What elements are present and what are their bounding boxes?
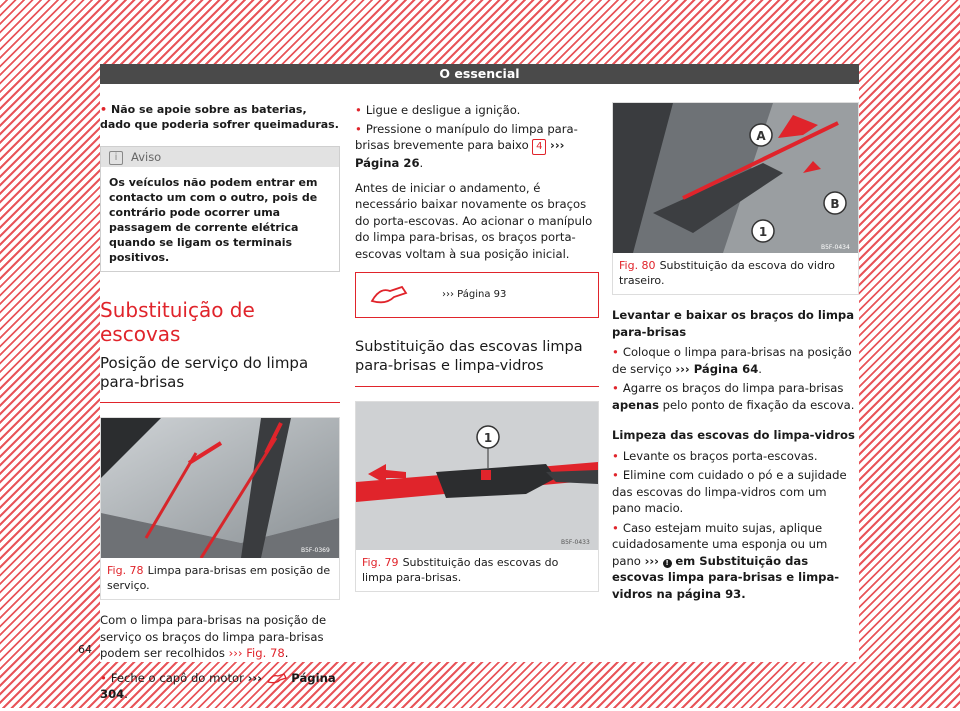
warning-circle-icon: ! [663,559,672,568]
bullet-item: • Coloque o limpa para-brisas na posição de serviço ››› Página 64. [612,345,852,376]
column-3 [612,102,859,610]
bullet-icon: • [100,670,107,685]
aviso-label: Aviso [131,150,162,164]
bullet-text: Coloque o limpa para-brisas na posição de serviço [612,345,852,376]
paragraph: Antes de iniciar o andamento, é necessário baixar novamente os braços do porta-escovas. Ao acionar o manípulo do limpa para-brisas, os braços porta-escovas voltam à sua posição inicial. [355,180,593,261]
column-1 [100,102,340,711]
bullet-text: Agarre os braços do limpa para-brisas [622,381,844,395]
fig78-caption-text: Limpa para-brisas em posição de serviço. [107,564,331,592]
bullet-text: Levante os braços porta-escovas. [622,448,818,463]
fig80-label-1: 1 [758,225,768,239]
page-93-link[interactable]: ››› Página 93 [442,289,507,300]
fig78-code: B5F-0369 [301,547,330,554]
hand-tool-icon [266,672,288,684]
column-2 [355,102,599,592]
figure-80-caption [613,253,858,294]
fig80-caption-text: Substituição da escova do vidro traseiro. [619,259,835,287]
reference-box [355,272,599,318]
windshield-wiper-image [101,418,339,558]
page-header: O essencial [100,64,859,84]
ref-arrows: ››› [247,670,262,685]
page-26-link[interactable]: ››› Página 26 [355,138,565,170]
bullet-icon: • [612,345,619,359]
bullet-item [612,380,859,413]
subsection-heading: Substituição das escovas limpa para-brisas e limpa-vidros [355,338,599,387]
bullet-item [612,448,859,465]
page [78,64,859,701]
paragraph: Com o limpa para-brisas na posição de serviço os braços do limpa para-brisas podem ser recolhidos ››› Fig. 78. [100,613,327,660]
bullet-text: Feche o capô do motor [110,670,244,685]
bullet-icon: • [355,103,362,117]
fig80-code: B5F-0434 [821,244,850,251]
page-304-link[interactable]: Página 304 [100,670,336,701]
section-heading: Substituição de escovas [100,298,255,346]
bullet-icon: • [612,468,619,482]
warning-text: Não se apoie sobre as baterias, dado que poderia sofrer queimaduras. [100,103,339,131]
wiper-blade-image [356,402,598,550]
aviso-box [100,146,340,272]
fig79-caption-text: Substituição das escovas do limpa para-brisas. [362,556,559,584]
fig78-link[interactable]: ››› Fig. 78 [228,646,285,660]
figure-78 [100,417,340,600]
warning-reference-link[interactable]: em Substituição das escovas limpa para-brisas e limpa-vidros na página 93. [612,553,840,601]
bullet-item [612,467,859,517]
bullet-icon: • [355,121,362,136]
bullet-emphasis: apenas [612,397,659,412]
figure-79 [355,401,599,592]
fig79-code: B5F-0433 [561,539,590,546]
bullet-text: Ligue e desligue a ignição. [365,103,521,117]
bullet-item [355,102,599,119]
bullet-item [612,520,859,603]
page-number: 64 [78,643,92,656]
key-4-icon: 4 [532,139,546,155]
rear-wiper-image [613,103,858,253]
bullet-icon: • [612,520,619,535]
paragraph-text: Com o limpa para-brisas na posição de serviço os braços do limpa para-brisas podem ser recolhidos [100,613,327,660]
fig79-label-1: 1 [483,431,493,445]
subsection-title: Limpeza das escovas do limpa-vidros [612,428,855,442]
fig79-number: Fig. 79 [362,556,399,569]
info-icon: i [109,151,123,165]
bullet-text: Caso estejam muito sujas, aplique cuidadosamente uma esponja ou um pano [612,520,828,568]
warning-bullet [100,102,340,132]
fig78-number: Fig. 78 [107,564,144,577]
fig80-label-a: A [756,129,766,143]
subsection-title: Levantar e baixar os braços do limpa para-brisas [612,308,855,339]
page-64-link[interactable]: ››› Página 64 [675,361,759,376]
figure-79-caption [356,550,598,591]
figure-78-caption [101,558,339,599]
bullet-text: Pressione o manípulo do limpa para-brisas brevemente para baixo [355,121,578,152]
aviso-text: Os veículos não podem entrar em contacto um com o outro, pois de contrário pode ocorrer uma passagem de corrente elétrica quando se ligam os terminais positivos. [109,176,318,264]
bullet-text: pelo ponto de fixação da escova. [662,397,855,412]
fig80-label-b: B [830,197,840,211]
hand-tool-icon [370,283,410,305]
bullet-text: Elimine com cuidado o pó e a sujidade das escovas do limpa-vidros com um pano macio. [612,468,847,515]
bullet-icon: • [612,448,619,463]
aviso-header [101,147,339,167]
bullet-item: • Feche o capô do motor ››› Página 304. [100,670,336,701]
bullet-icon: • [100,103,108,116]
bullet-icon: • [612,381,619,395]
bullet-item: • Pressione o manípulo do limpa para-brisas brevemente para baixo 4 ››› Página 26. [355,121,578,170]
fig80-number: Fig. 80 [619,259,656,272]
ref-arrows: ››› [644,553,659,568]
figure-80 [612,102,859,295]
subsection-heading: Posição de serviço do limpa para-brisas [100,354,340,403]
